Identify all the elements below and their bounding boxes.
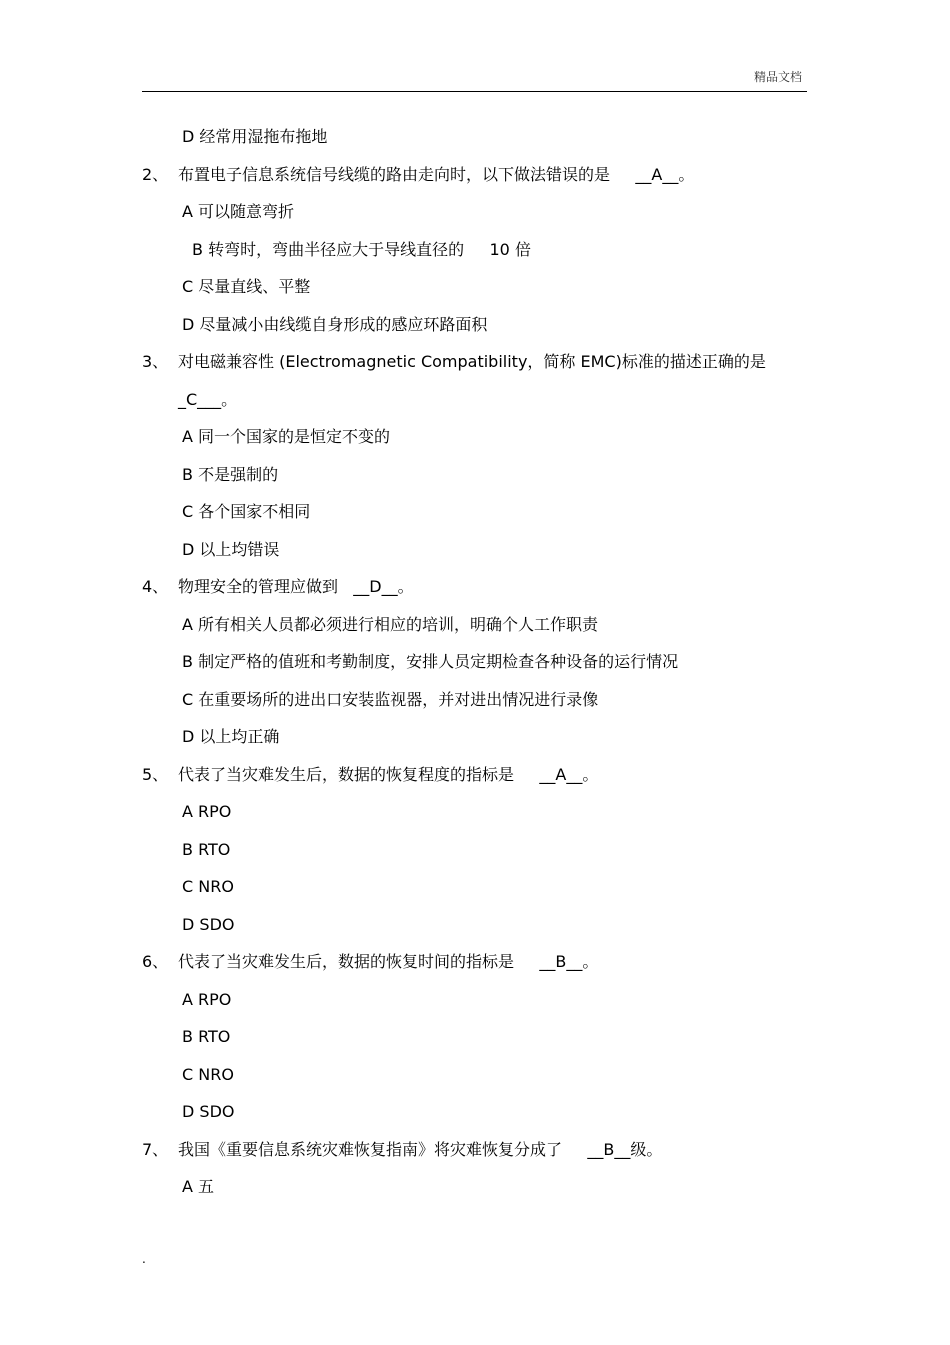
answer-option: B RTO (182, 840, 231, 859)
header-divider (142, 91, 807, 92)
answer-option: A 五 (182, 1177, 215, 1196)
question-text: 我国《重要信息系统灾难恢复指南》将灾难恢复分成了 __B__级。 (178, 1140, 663, 1159)
question-number: 5、 (142, 765, 169, 784)
answer-option: B RTO (182, 1027, 231, 1046)
question-text: 对电磁兼容性 (Electromagnetic Compatibility，简称 EMC)标准的描述正确的是 (178, 352, 766, 371)
footer-mark: . (142, 1252, 146, 1266)
answer-option: C 尽量直线、平整 (182, 277, 311, 296)
page-header-label: 精品文档 (753, 70, 802, 84)
answer-option: C NRO (182, 877, 234, 896)
answer-option: B 转弯时，弯曲半径应大于导线直径的 10 倍 (192, 240, 531, 259)
question-number: 2、 (142, 165, 169, 184)
answer-option: A RPO (182, 990, 232, 1009)
question-text: 布置电子信息系统信号线缆的路由走向时，以下做法错误的是 __A__。 (178, 165, 695, 184)
answer-option: D 经常用湿拖布拖地 (182, 127, 328, 146)
question-number: 3、 (142, 352, 169, 371)
question-text: 物理安全的管理应做到 __D__。 (178, 577, 414, 596)
answer-option: C 在重要场所的进出口安装监视器，并对进出情况进行录像 (182, 690, 599, 709)
answer-option: C 各个国家不相同 (182, 502, 311, 521)
answer-option: D SDO (182, 1102, 235, 1121)
question-number: 6、 (142, 952, 169, 971)
answer-option: A RPO (182, 802, 232, 821)
answer-option: D SDO (182, 915, 235, 934)
answer-option: C NRO (182, 1065, 234, 1084)
answer-option: D 尽量减小由线缆自身形成的感应环路面积 (182, 315, 488, 334)
answer-option: A 所有相关人员都必须进行相应的培训，明确个人工作职责 (182, 615, 599, 634)
answer-option: D 以上均正确 (182, 727, 280, 746)
question-number: 7、 (142, 1140, 169, 1159)
answer-option: B 不是强制的 (182, 465, 279, 484)
question-text: 代表了当灾难发生后，数据的恢复时间的指标是 __B__。 (178, 952, 599, 971)
question-number: 4、 (142, 577, 169, 596)
question-text: _C___。 (178, 390, 238, 409)
answer-option: B 制定严格的值班和考勤制度，安排人员定期检查各种设备的运行情况 (182, 652, 679, 671)
answer-option: A 可以随意弯折 (182, 202, 295, 221)
answer-option: A 同一个国家的是恒定不变的 (182, 427, 391, 446)
answer-option: D 以上均错误 (182, 540, 280, 559)
question-text: 代表了当灾难发生后，数据的恢复程度的指标是 __A__。 (178, 765, 599, 784)
